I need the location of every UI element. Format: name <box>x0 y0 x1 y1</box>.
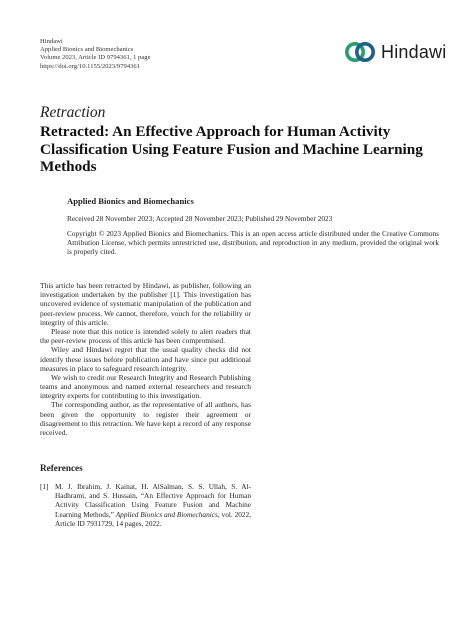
references-heading: References <box>40 463 83 473</box>
publisher-line: Hindawi <box>40 38 63 45</box>
reference-citation-end: , vol. 2022, Article ID 7931729, 14 pages, 2022. <box>55 509 252 528</box>
hindawi-logo[interactable] <box>345 38 446 66</box>
body-paragraph: Please note that this notice is intended solely to alert readers that the peer-review process of this article has been compromised. <box>40 326 251 346</box>
body-paragraph: The corresponding author, as the representative of all authors, has been given the opportunity to register their agreement or disagreement to this retraction. We have kept a record of any response received. <box>40 400 251 437</box>
doi-link[interactable]: https://doi.org/10.1155/2023/9794361 <box>40 62 141 70</box>
journal-line: Applied Bionics and Biomechanics <box>40 46 134 54</box>
publication-dates: Received 28 November 2023; Accepted 28 November 2023; Published 29 November 2023 <box>67 214 333 223</box>
journal-name: Applied Bionics and Biomechanics <box>67 196 194 206</box>
reference-journal: Applied Bionics and Biomechanics <box>115 509 218 519</box>
body-text <box>40 281 251 437</box>
article-title: Retracted: An Effective Approach for Human Activity Classification Using Feature Fusion and Machine Learning Methods <box>40 123 423 175</box>
volume-line: Volume 2023, Article ID 9794361, 1 page <box>40 54 151 62</box>
body-paragraph: We wish to credit our Research Integrity and Research Publishing teams and anonymous and named external researchers and research integrity experts for contributing to this investigation. <box>40 372 251 401</box>
hindawi-logo-icon <box>345 39 375 65</box>
body-paragraph: Wiley and Hindawi regret that the usual quality checks did not identify these issues before publication and have since put additional measures in place to safeguard research integrity. <box>40 345 251 373</box>
reference-citation-start: M. J. Ibrahim, J. Kainat, H. AlSalman, S. S. Ullah, S. Al-Hadhrami, and S. Hussain, “An Effective Approach for Human Activity Classification Using Feature Fusion and Machine Learning Methods,” <box>55 482 251 519</box>
reference-number: [1] <box>40 482 49 491</box>
copyright-notice: Copyright © 2023 Applied Bionics and Biomechanics. This is an open access article distributed under the Creative Commons Attribution License, which permits unrestricted use, distribution, and reproduction in any medium, provided the original work is properly cited. <box>67 229 439 256</box>
article-type-label: Retraction <box>40 104 106 121</box>
article-metadata <box>40 38 151 71</box>
logo-wordmark: Hindawi <box>381 41 447 62</box>
reference-item[interactable] <box>40 482 251 528</box>
body-paragraph: This article has been retracted by Hindawi, as publisher, following an investigation undertaken by the publisher [1]. This investigation has uncovered evidence of systematic manipulation of the publication and peer-review process. We cannot, therefore, vouch for the reliability or integrity of this article. <box>40 281 251 327</box>
reference-text <box>55 482 251 528</box>
